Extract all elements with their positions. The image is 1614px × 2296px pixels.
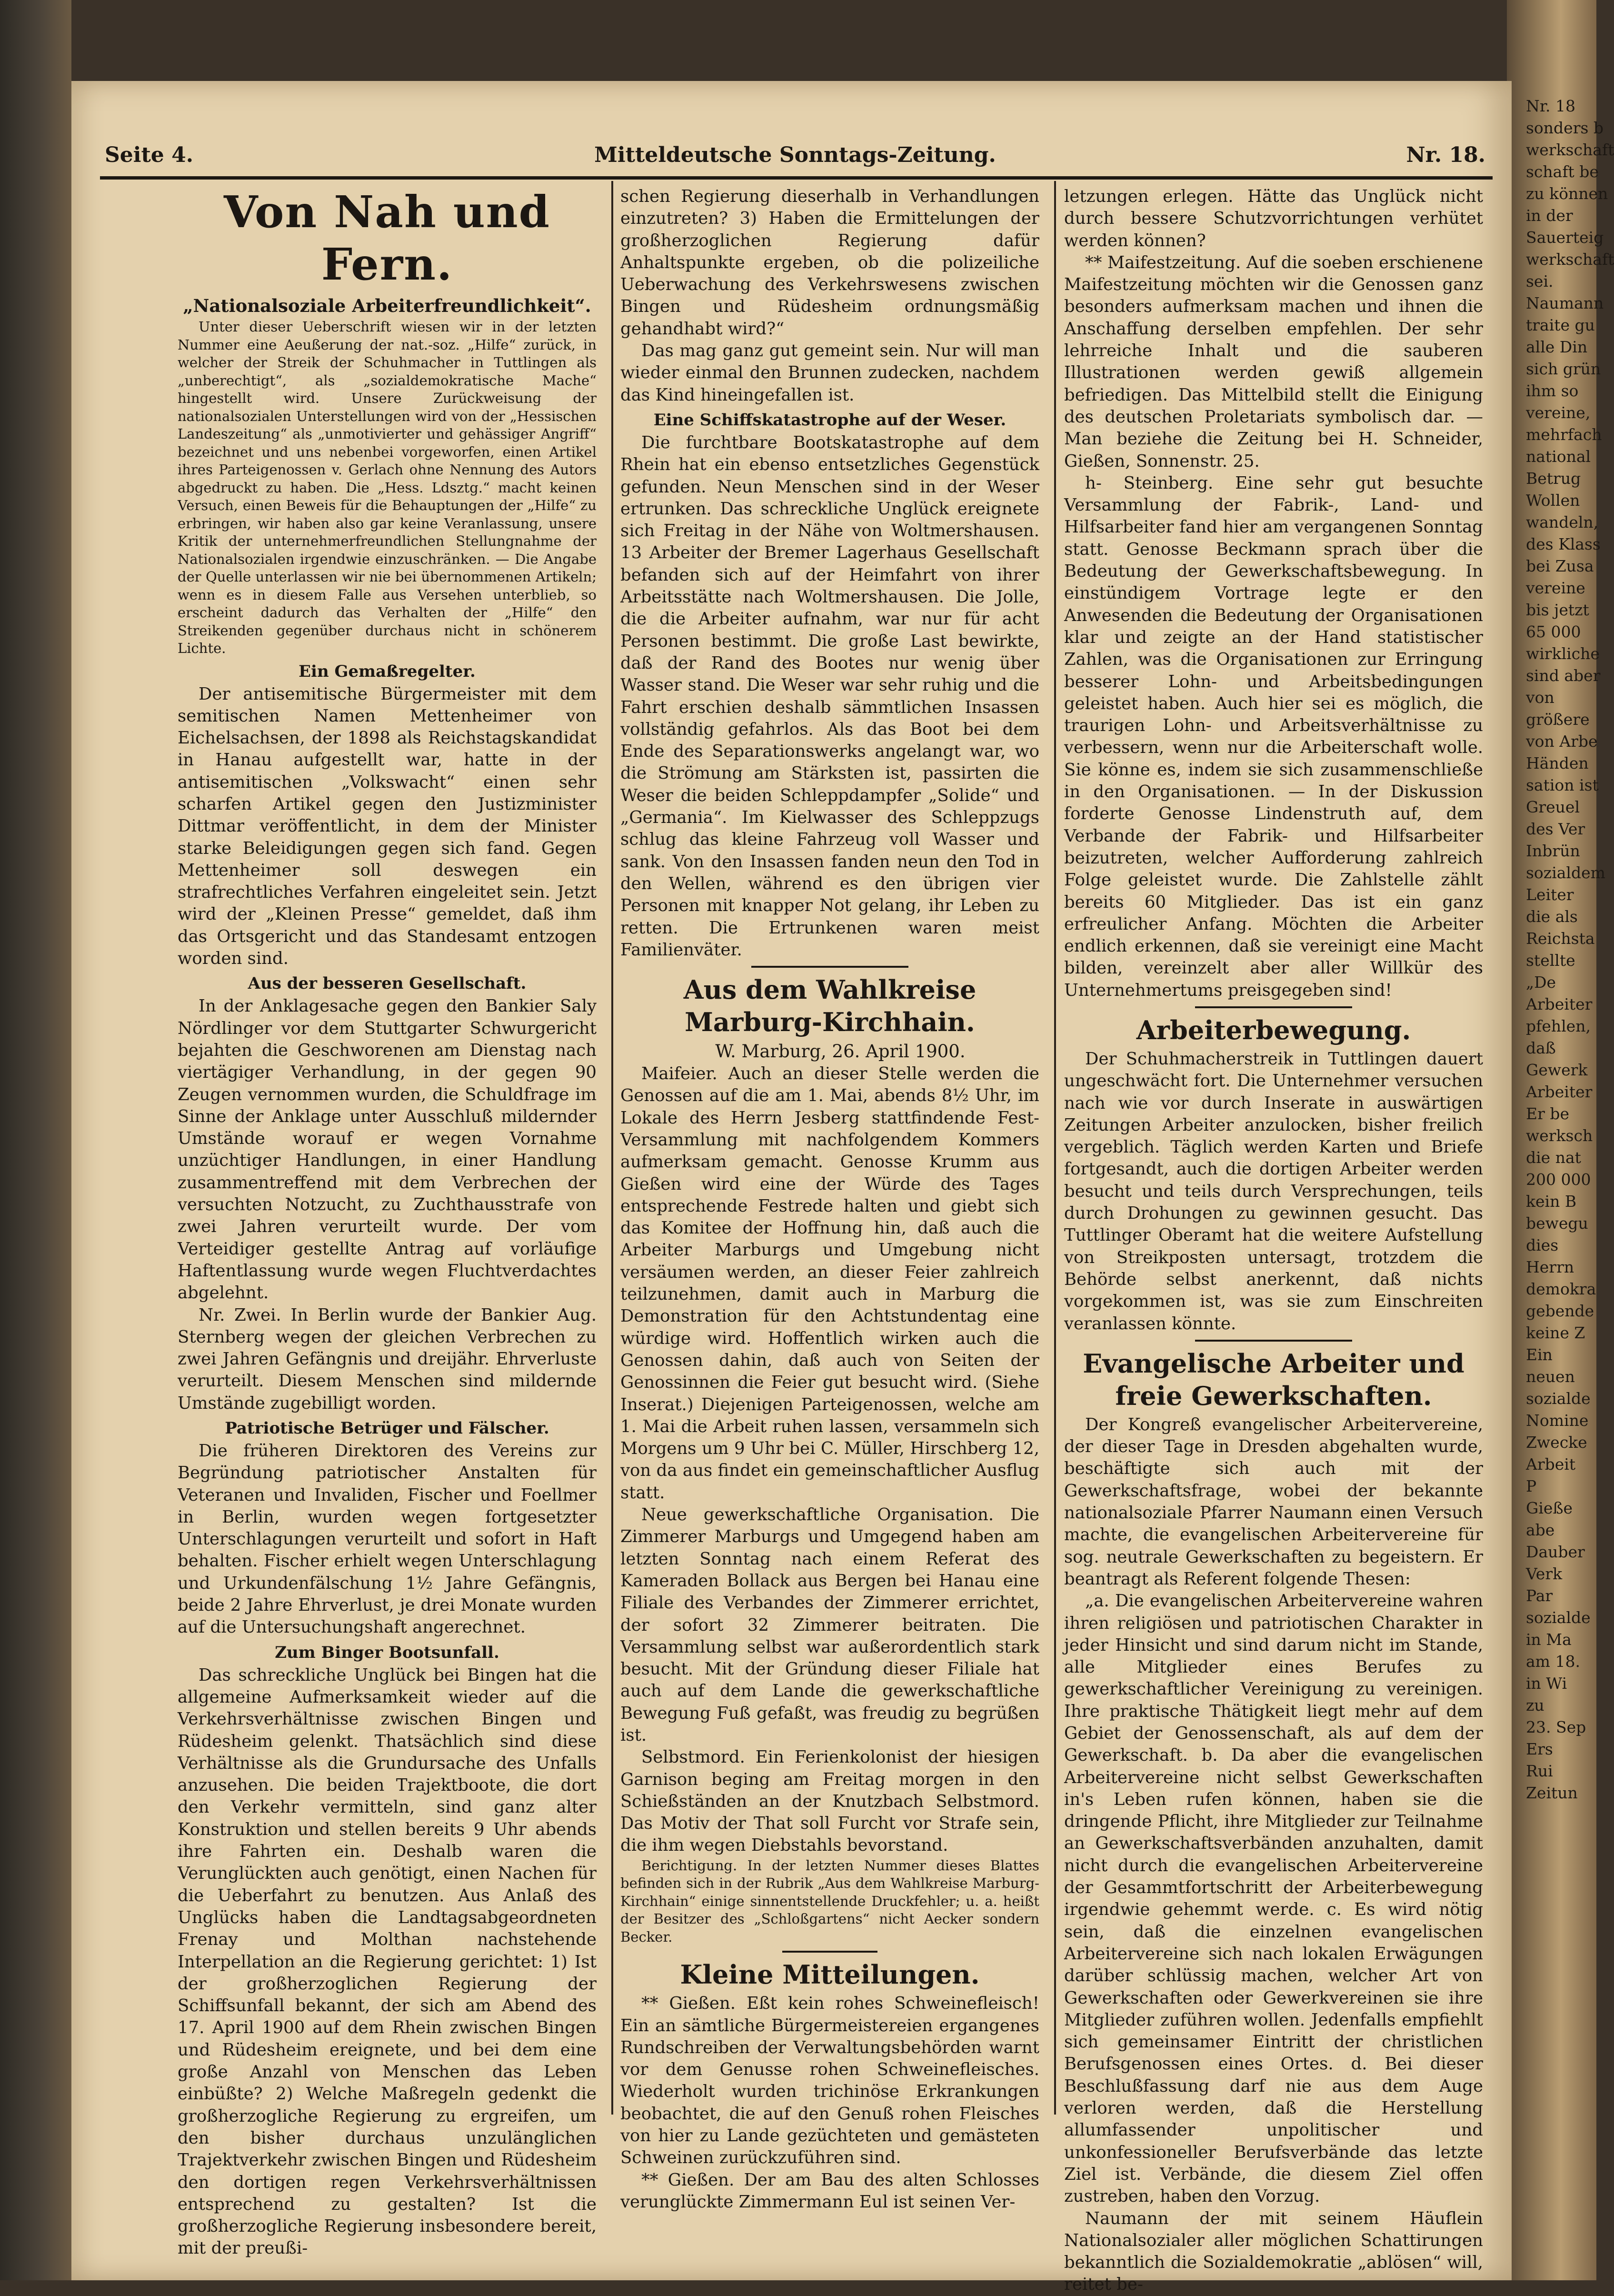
section-title-evangelische-arbeiter: Evangelische Arbeiter und freie Gewerkschaften. [1083, 1348, 1465, 1411]
next-page-line: Wollen [1526, 491, 1580, 510]
book-binding-left [0, 0, 71, 2280]
article-body: letzungen erlegen. Hätte das Unglück nicht durch bessere Schutzvorrichtungen verhütet werden können? [1064, 187, 1483, 251]
correction-note: Berichtigung. In der letzten Nummer dieses Blattes befinden sich in der Rubrik „Aus dem Wahlkreise Marburg-Kirchhain“ einige sinnentstellende Druckfehler; u. a. heißt der Besitzer des „Schloßgartens“ nicht Aecker sondern Becker. [620, 1857, 1039, 1945]
next-page-line: Er be [1526, 1104, 1570, 1123]
article-body: schen Regierung dieserhalb in Verhandlungen einzutreten? 3) Haben die Ermittelungen der großherzoglichen Regierung dafür Anhaltspunkte ergeben, ob die polizeiliche Ueberwachung des Verkehrswesens zwischen Bingen und Rüdesheim ordnungsmäßig gehandhabt wird?“ [620, 187, 1039, 339]
next-page-line: 65 000 [1526, 622, 1581, 641]
next-page-line: neuen [1526, 1367, 1575, 1386]
next-page-line: 200 000 [1526, 1170, 1591, 1189]
next-page-line: mehrfach [1526, 425, 1602, 444]
next-page-line: Ers [1526, 1740, 1553, 1758]
article-body: Die furchtbare Bootskatastrophe auf dem Rhein hat ein ebenso entsetzliches Gegenstück gefunden. Neun Menschen sind in der Weser ertrunken. Das schreckliche Unglück ereignete sich Freitag in der Nähe von Woltmershausen. 13 Arbeiter der Bremer Lagerhaus Gesellschaft befanden sich auf der Heimfahrt von ihrer Arbeitsstätte nach Woltmershausen. Die Jolle, die die Arbeiter aufnahm, war nur für acht Personen bestimmt. Die große Last bewirkte, daß der Rand des Bootes nur wenig über Wasser stand. Die Weser war sehr ruhig und die Fahrt erschien deshalb sämmtlichen Insassen vollständig gefahrlos. Als das Boot bei dem Ende des Separationswerks angelangt war, wo die Strömung am Stärksten ist, passirten die Weser die beiden Schleppdampfer „Solide“ und „Germania“. Im Kielwasser des Schleppzugs schlug das kleine Fahrzeug voll Wasser und sank. Von den Insassen fanden neun den Tod in den Wellen, während es den übrigen vier Personen mit knapper Not gelang, ihr Leben zu retten. Die Ertrunkenen waren meist Familienväter. [620, 432, 1039, 960]
next-page-line: sozialdem [1526, 863, 1605, 882]
next-page-line: sei. [1526, 272, 1554, 291]
column-1 [178, 186, 597, 2260]
article-title: Eine Schiffskatastrophe auf der Weser. [653, 410, 1006, 430]
article-body: Die früheren Direktoren des Vereins zur Begründung patriotischer Anstalten für Veteranen und Invaliden, Fischer und Foellmer in Berlin, wurden wegen fortgesetzter Unterschlagungen verurteilt und sofort in Haft behalten. Fischer erhielt wegen Unterschlagung und Urkundenfälschung 1½ Jahre Gefängnis, beide 2 Jahre Ehrverlust, je drei Monate wurden auf die Untersuchungshaft angerechnet. [178, 1441, 597, 1637]
next-page-line: abe [1526, 1521, 1555, 1539]
section-title-arbeiterbewegung: Arbeiterbewegung. [1136, 1014, 1411, 1045]
newspaper-title: Mitteldeutsche Sonntags-Zeitung. [594, 143, 996, 167]
next-page-line: am 18. [1526, 1652, 1580, 1671]
next-page-line: in Ma [1526, 1630, 1572, 1649]
article-body: In der Anklagesache gegen den Bankier Saly Nördlinger vor dem Stuttgarter Schwurgericht bejahten die Geschworenen am Dienstag nach viertägiger Verhandlung, in der gegen 90 Zeugen vernommen wurden, die Schuldfrage im Sinne der Anklage unter Ausschluß mildernder Umstände worauf er wegen Vornahme unzüchtiger Handlungen, in einer Handlung zusammentreffend mit dem Verbrechen der versuchten Notzucht, zu Zuchthausstrafe von zwei Jahren verurteilt wurde. Der vom Verteidiger gestellte Antrag auf vorläufige Haftentlassung wurde wegen Fluchtverdachtes abgelehnt. [178, 996, 597, 1303]
next-page-line: sozialde [1526, 1608, 1591, 1627]
article-body: Neue gewerkschaftliche Organisation. Die Zimmerer Marburgs und Umgegend haben am letzten Sonntag nach einem Referat des Kameraden Bollack aus Bergen bei Hanau eine Filiale des Verbandes der Zimmerer errichtet, der sofort 32 Zimmerer beitraten. Die Versammlung selbst war außerordentlich stark besucht. Mit der Gründung dieser Filiale hat auch auf dem Lande die gewerkschaftliche Bewegung Fuß gefaßt, was freudig zu begrüßen ist. [620, 1505, 1039, 1745]
column-3 [1064, 186, 1483, 2296]
next-page-line: zu können [1526, 184, 1608, 203]
next-page-line: demokra [1526, 1280, 1596, 1298]
article-body: h- Steinberg. Eine sehr gut besuchte Versammlung der Fabrik-, Land- und Hilfsarbeiter fand hier am vergangenen Sonntag statt. Genosse Beckmann sprach über die Bedeutung der Gewerkschaftsbewegung. In einstündigem Vortrage legte er den Anwesenden die Bedeutung der Organisationen klar und zeigte an der Hand statistischer Zahlen, was die Organisationen zur Erringung besserer Lohn- und Arbeitsbedingungen geleistet haben. Auch hier sei es möglich, die traurigen Lohn- und Arbeitsverhältnisse zu verbessern, wenn nur die Arbeiterschaft wolle. Sie könne es, indem sie sich zusammenschließe in den Organisationen. — In der Diskussion forderte Genosse Lindenstruth auf, dem Verbande der Fabrik- und Hilfsarbeiter beizutreten, welcher Aufforderung zahlreich Folge geleistet wurde. Die Zahlstelle zählt bereits 60 Mitglieder. Das ist ein ganz erfreulicher Anfang. Möchten die Arbeiter endlich erkennen, daß sie vereinigt eine Macht bilden, vereinzelt aber aller Willkür des Unternehmertums preisgegeben sind! [1064, 473, 1483, 1000]
article-body: Naumann der mit seinem Häuflein Nationalsozialer aller möglichen Schattirungen bekanntlich die Sozialdemokratie „ablösen“ will, reitet be- [1064, 2208, 1483, 2295]
separator-rule [782, 1951, 877, 1953]
next-page-line: sind aber [1526, 666, 1601, 685]
next-page-line: wirkliche [1526, 644, 1600, 663]
next-page-line: des Ver [1526, 820, 1585, 838]
next-page-line: Leiter [1526, 885, 1574, 904]
next-page-line: werksch [1526, 1126, 1593, 1145]
section-title-kleine-mitteilungen: Kleine Mitteilungen. [680, 1959, 980, 1990]
next-page-line: national [1526, 447, 1591, 466]
next-page-line: Arbeit [1526, 1455, 1576, 1474]
next-page-line: Sauerteig [1526, 228, 1604, 247]
next-page-line: Arbeiter [1526, 1083, 1593, 1101]
separator-rule [751, 966, 908, 968]
article-body: „a. Die evangelischen Arbeitervereine wahren ihren religiösen und patriotischen Charakter in jeder Hinsicht und sind darum nicht im Stande, alle Mitglieder eines Berufes zu gewerkschaftlicher Vereinigung zu vereinigen. Ihre praktische Thätigkeit liegt mehr auf dem Gebiet der Genossenschaft, als auf dem der Gewerkschaft. b. Da aber die evangelischen Arbeitervereine nicht selbst Gewerkschaften in's Leben rufen können, haben sie die dringende Pflicht, ihre Mitglieder zur Teilnahme an Gewerkschaftsverbänden anzuhalten, damit nicht durch die evangelischen Arbeitervereine der Gesammtfortschritt der Arbeiterbewegung irgendwie gehemmt werde. c. Es wird nötig sein, daß die einzelnen evangelischen Arbeitervereine sich nach lokalen Erwägungen darüber schlüssig machen, welcher Art von Gewerkschaften oder Gewerkvereinen sie ihre Mitglieder zuführen wollen. Jedenfalls empfiehlt sich gemeinsamer Eintritt der christlichen Berufsgenossen eines Ortes. d. Bei dieser Beschlußfassung darf nie aus dem Auge verloren werden, daß die Herstellung allumfassender unpolitischer und unkonfessioneller Berufsverbände das letzte Ziel ist. Verbände, die diesem Ziel offen zustreben, haben den Vorzug. [1064, 1591, 1483, 2206]
next-page-line: Nr. 18 [1526, 97, 1575, 115]
next-page-line: Nomine [1526, 1411, 1589, 1430]
next-page-line: sich grün [1526, 360, 1601, 378]
next-page-line: alle Din [1526, 338, 1588, 356]
next-page-line: Naumann [1526, 294, 1604, 312]
next-page-line: größere [1526, 710, 1590, 729]
column-rule-2 [1054, 181, 1056, 2115]
next-page-line: sonders b [1526, 119, 1604, 137]
next-page-line: wandeln, [1526, 513, 1599, 531]
next-page-line: werkschaft [1526, 140, 1614, 159]
next-page-line: Reichsta [1526, 929, 1595, 948]
next-page-line: 23. Sep [1526, 1718, 1586, 1736]
next-page-line: kein B [1526, 1192, 1577, 1211]
next-page-line: sation ist [1526, 776, 1599, 794]
next-page-line: ihm so [1526, 381, 1579, 400]
article-body: Der Schuhmacherstreik in Tuttlingen dauert ungeschwächt fort. Die Unternehmer versuchen nach wie vor durch Inserate in auswärtigen Zeitungen Arbeiter anzulocken, bisher freilich vergeblich. Täglich werden Karten und Briefe fortgesandt, auch die dortigen Arbeiter werden besucht und teils durch Versprechungen, teils durch Drohungen zu gewinnen gesucht. Das Tuttlinger Oberamt hat die weitere Aufstellung von Streikposten untersagt, trotzdem die Behörde selbst anerkennt, daß nichts vorgekommen ist, was sie zum Einschreiten veranlassen könnte. [1064, 1049, 1483, 1333]
article-title: Ein Gemaßregelter. [299, 662, 476, 681]
next-page-line: von [1526, 688, 1554, 707]
section-title-wahlkreis: Aus dem Wahlkreise Marburg-Kirchhain. [683, 974, 976, 1038]
next-page-line: schaft be [1526, 162, 1599, 181]
next-page-line: sozialde [1526, 1389, 1591, 1408]
article-body: Das schreckliche Unglück bei Bingen hat die allgemeine Aufmerksamkeit wieder auf die Verkehrsverhältnisse zwischen Bingen und Rüdesheim gelenkt. Thatsächlich sind diese Verhältnisse als die Grundursache des Unfalls anzusehen. Die beiden Trajektboote, die dort den Verkehr vermitteln, sind ganz alter Konstruktion und stellen bereits 9 Uhr abends ihre Fahrten ein. Deshalb waren die Verunglückten auch genötigt, einen Nachen für die Ueberfahrt zu benutzen. Aus Anlaß des Unglücks haben die Landtagsabgeordneten Frenay und Molthan nachstehende Interpellation an die Regierung gerichtet: 1) Ist der großherzoglichen Regierung der Schiffsunfall bekannt, der sich am Abend des 17. April 1900 auf dem Rhein zwischen Bingen und Rüdesheim ereignete, und bei dem eine große Anzahl von Menschen das Leben einbüßte? 2) Welche Maßregeln gedenkt die großherzogliche Regierung zu ergreifen, um den bisher durchaus unzulänglichen Trajektverkehr zwischen Bingen und Rüdesheim den dortigen regen Verkehrsverhältnissen entsprechend zu gestalten? Ist die großherzogliche Regierung insbesondere bereit, mit der preußi- [178, 1665, 597, 2258]
next-page-line: dies [1526, 1236, 1559, 1254]
article-body: Unter dieser Ueberschrift wiesen wir in der letzten Nummer eine Aeußerung der nat.-soz. „Hilfe“ zurück, in welcher der Streik der Schuhmacher in Tuttlingen als „unberechtigt“, als „sozialdemokratische Mache“ hingestellt wird. Unsere Zurückweisung der nationalsozialen Unterstellungen wird von der „Hessischen Landeszeitung“ als „unmotivierter und gehässiger Angriff“ bezeichnet und uns nebenbei vorgeworfen, einen Artikel ihres Parteigenossen v. Gerlach ohne Nennung des Autors abgedruckt zu haben. Die „Hess. Ldsztg.“ macht keinen Versuch, einen Beweis für die Behauptungen der „Hilfe“ zu erbringen, wir haben also gar keine Veranlassung, unsere Kritik der unternehmerfreundlichen Stellungnahme der Nationalsozialen irgendwie einzuschränken. — Die Angabe der Quelle unterlassen wir nie bei übernommenen Artikeln; wenn es in diesem Falle aus Versehen unterblieb, so erscheint dadurch das Verhalten der „Hilfe“ den Streikenden gegenüber durchaus nicht in schönerem Lichte. [178, 319, 597, 656]
header-rule [100, 176, 1493, 180]
next-page-line: werkschaft [1526, 250, 1614, 269]
next-page-line: bewegu [1526, 1214, 1588, 1233]
separator-rule [1195, 1340, 1352, 1342]
next-page-line: die nat [1526, 1148, 1581, 1167]
next-page-line: „De [1526, 973, 1556, 992]
next-page-line: vereine [1526, 579, 1585, 597]
next-page-line: P [1526, 1477, 1537, 1495]
next-page-line: bis jetzt [1526, 601, 1589, 619]
next-page-line: keine Z [1526, 1323, 1585, 1342]
article-title: Zum Binger Bootsunfall. [275, 1643, 499, 1662]
article-body: Selbstmord. Ein Ferienkolonist der hiesigen Garnison beging am Freitag morgen in den Schießständen an der Knutzbach Selbstmord. Das Motiv der That soll Furcht vor Strafe sein, die ihm wegen Diebstahls bevorstand. [620, 1747, 1039, 1855]
next-page-line: in Wi [1526, 1674, 1567, 1693]
next-page-line: traite gu [1526, 316, 1595, 334]
next-page-line: Verk [1526, 1564, 1563, 1583]
article-body: ** Maifestzeitung. Auf die soeben erschienene Maifestzeitung möchten wir die Genossen ganz besonders aufmerksam machen und ihnen die Anschaffung derselben empfehlen. Der sehr lehrreiche Inhalt und die sauberen Illustrationen werden gewiß allgemein befriedigen. Das Mittelbild stellt die Einigung des deutschen Proletariats symbolisch dar. — Man beziehe die Zeitung bei H. Schneider, Gießen, Sonnenstr. 25. [1064, 252, 1483, 471]
next-page-line: Greuel [1526, 798, 1580, 816]
section-title-von-nah-und-fern: Von Nah und Fern. [224, 186, 550, 290]
article-title: Patriotische Betrüger und Fälscher. [225, 1419, 549, 1438]
separator-rule [1195, 1006, 1352, 1008]
article-body: ** Gießen. Der am Bau des alten Schlosses verunglückte Zimmermann Eul ist seinen Ver- [620, 2170, 1039, 2212]
next-page-line: die als [1526, 907, 1578, 926]
column-rule-1 [611, 181, 613, 2115]
next-page-line: stellte [1526, 951, 1575, 970]
next-page-line: Arbeiter [1526, 995, 1593, 1013]
next-page-line: gebende [1526, 1302, 1594, 1320]
article-body: Nr. Zwei. In Berlin wurde der Bankier Aug. Sternberg wegen der gleichen Verbrechen zu zwei Jahren Gefängnis und dreijähr. Ehrverluste verurteilt. Diesem Menschen sind mildernde Umstände zugebilligt worden. [178, 1305, 597, 1413]
next-page-line: Dauber [1526, 1543, 1585, 1561]
next-page-line: Betrug [1526, 469, 1581, 488]
page-header [105, 143, 1485, 181]
next-page-line: des Klass [1526, 535, 1601, 553]
article-body: ** Gießen. Eßt kein rohes Schweinefleisch! Ein an sämtliche Bürgermeistereien ergangenes Rundschreiben der Verwaltungsbehörden warnt vor dem Genusse rohen Schweinefleisches. Wiederholt wurden trichinöse Erkrankungen beobachtet, die auf den Genuß rohen Fleisches von hier zu Lande gezüchteten und gemästeten Schweinen zurückzuführen sind. [620, 1994, 1039, 2168]
page-number-label: Seite 4. [105, 143, 194, 167]
next-page-text-fragments [1526, 95, 1614, 2143]
article-body: Der antisemitische Bürgermeister mit dem semitischen Namen Mettenheimer von Eichelsachsen, der 1898 als Reichstagskandidat in Hanau aufgestellt war, hatte in der antisemitischen „Volkswacht“ einen sehr scharfen Artikel gegen den Justizminister Dittmar veröffentlicht, in dem der Minister starke Beleidigungen gegen sich fand. Gegen Mettenheimer soll deswegen ein strafrechtliches Verfahren eingeleitet sein. Jetzt wird der „Kleinen Presse“ gemeldet, daß ihm das Ortsgericht und das Standesamt entzogen worden sind. [178, 684, 597, 969]
next-page-line: Händen [1526, 754, 1589, 772]
next-page-line: Inbrün [1526, 842, 1580, 860]
article-body: Maifeier. Auch an dieser Stelle werden die Genossen auf die am 1. Mai, abends 8½ Uhr, im Lokale des Herrn Jesberg stattfindende Fest-Versammlung mit nachfolgendem Kommers aufmerksam gemacht. Genosse Krumm aus Gießen wird eine der Würde des Tages entsprechende Festrede halten und giebt sich das Komitee der Hoffnung hin, daß auch die Arbeiter Marburgs und Umgebung nicht versäumen werden, an dieser Feier zahlreich teilzunehmen, damit auch in Marburg die Demonstration für den Achtstundentag eine würdige wird. Hoffentlich wirken auch die Genossen dahin, daß auch von Seiten der Genossinnen die Feier gut besucht wird. (Siehe Inserat.) Diejenigen Parteigenossen, welche am 1. Mai die Arbeit ruhen lassen, versammeln sich Morgens um 9 Uhr bei C. Müller, Hirschberg 12, von da aus findet ein gemeinschaftlicher Ausflug statt. [620, 1064, 1039, 1503]
next-page-line: Gieße [1526, 1499, 1573, 1517]
next-page-line: Par [1526, 1586, 1553, 1605]
next-page-line: zu [1526, 1696, 1544, 1714]
next-page-line: Herrn [1526, 1258, 1574, 1276]
article-body: Der Kongreß evangelischer Arbeitervereine, der dieser Tage in Dresden abgehalten wurde, beschäftigte sich auch mit der Gewerkschaftsfrage, wobei der bekannte nationalsoziale Pfarrer Naumann einen Versuch machte, die evangelischen Arbeitervereine für sog. neutrale Gewerkschaften zu begeistern. Er beantragt als Referent folgende Thesen: [1064, 1414, 1483, 1589]
next-page-line: Zwecke [1526, 1433, 1587, 1452]
next-page-line: Gewerk [1526, 1061, 1588, 1079]
article-body: Das mag ganz gut gemeint sein. Nur will man wieder einmal den Brunnen zudecken, nachdem das Kind hineingefallen ist. [620, 341, 1039, 405]
next-page-line: in der [1526, 206, 1573, 225]
next-page-line: Zeitun [1526, 1784, 1578, 1802]
next-page-line: Ein [1526, 1345, 1553, 1364]
next-page-line: daß [1526, 1039, 1556, 1057]
next-page-line: vereine, [1526, 403, 1591, 422]
dateline: W. Marburg, 26. April 1900. [715, 1041, 966, 1062]
next-page-line: von Arbe [1526, 732, 1598, 751]
column-2 [620, 186, 1039, 2213]
next-page-line: pfehlen, [1526, 1017, 1591, 1035]
next-page-line: Rui [1526, 1762, 1553, 1780]
next-page-line: bei Zusa [1526, 557, 1594, 575]
article-title: „Nationalsoziale Arbeiterfreundlichkeit“. [183, 295, 591, 316]
issue-number: Nr. 18. [1406, 143, 1485, 167]
article-title: Aus der besseren Gesellschaft. [248, 974, 527, 993]
